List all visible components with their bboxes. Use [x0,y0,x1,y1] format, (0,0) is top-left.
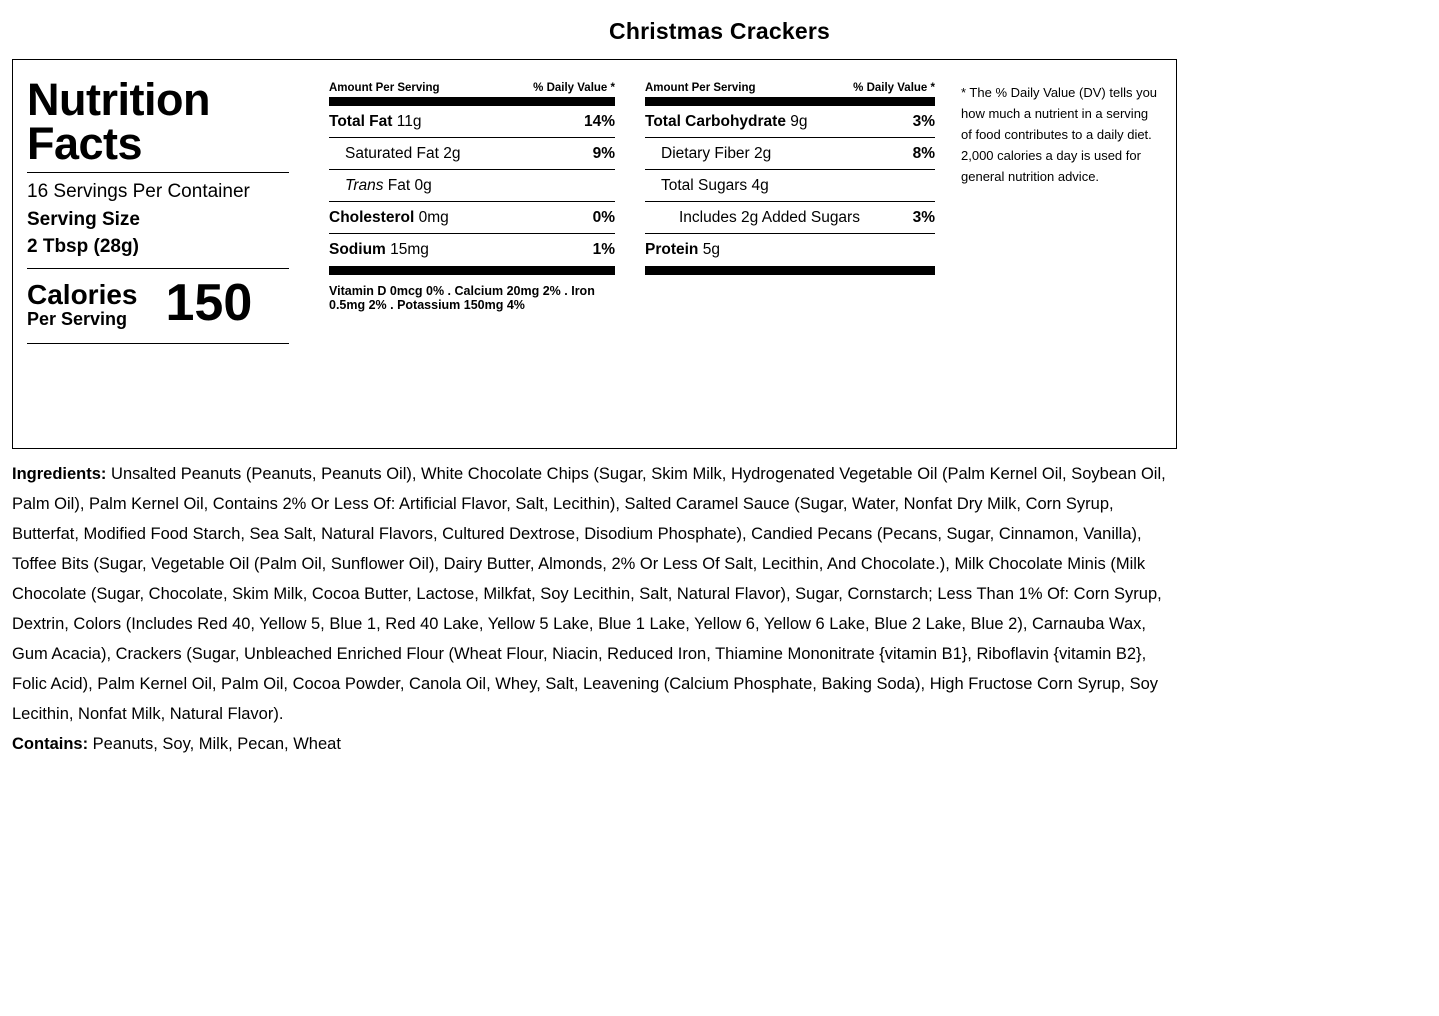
nutrient-column-2-bottom-bar [645,266,935,275]
nutrient-column-2-top-bar [645,97,935,106]
nutrient-name-total-fat: Total Fat 11g [329,113,422,130]
ingredients-text: Unsalted Peanuts (Peanuts, Peanuts Oil), White Chocolate Chips (Sugar, Skim Milk, Hydrogenated Vegetable Oil (Palm Kernel Oil, Soybean Oil, Palm Oil), Palm Kernel Oil, Contains 2% Or Less Of: Artificial Flavor, Salt, Lecithin), Salted Caramel Sauce (Sugar, Water, Nonfat Dry Milk, Corn Syrup, Butterfat, Modified Food Starch, Sea Salt, Natural Flavors, Cultured Dextrose, Disodium Phosphate), Candied Pecans (Pecans, Sugar, Cinnamon, Vanilla), Toffee Bits (Sugar, Vegetable Oil (Palm Oil, Sunflower Oil), Dairy Butter, Almonds, 2% Or Less Of Salt, Lecithin, And Chocolate.), Milk Chocolate Minis (Milk Chocolate (Sugar, Chocolate, Skim Milk, Cocoa Butter, Lactose, Milkfat, Soy Lecithin, Salt, Natural Flavor), Sugar, Cornstarch; Less Than 1% Of: Corn Syrup, Dextrin, Colors (Includes Red 40, Yellow 5, Blue 1, Red 40 Lake, Yellow 5 Lake, Blue 1 Lake, Yellow 6, Yellow 6 Lake, Blue 2 Lake, Blue 2), Carnauba Wax, Gum Acacia), Crackers (Sugar, Unbleached Enriched Flour (Wheat Flour, Niacin, Reduced Iron, Thiamine Mononitrate {vitamin B1}, Riboflavin {vitamin B2}, Folic Acid), Palm Kernel Oil, Palm Oil, Cocoa Powder, Canola Oil, Whey, Salt, Leavening (Calcium Phosphate, Baking Soda), High Fructose Corn Syrup, Soy Lecithin, Nonfat Milk, Natural Flavor). [12,465,1166,724]
nutrient-dv-total-fat: 14% [583,113,615,130]
nutrient-name-trans-fat: Trans Fat 0g [345,177,432,194]
nutrient-name-total-carbohydrate: Total Carbohydrate 9g [645,113,808,130]
nutrient-row-cholesterol [329,202,615,234]
calories-label-main: Calories [27,279,138,311]
nutrient-row-saturated-fat [329,138,615,170]
contains-label: Contains: [12,735,89,754]
nutrient-dv-cholesterol: 0% [592,209,615,226]
nutrition-facts-heading-line1: Nutrition [27,74,210,125]
nutrient-row-total-fat [329,106,615,138]
daily-value-label-2: % Daily Value * [853,82,935,94]
nutrient-name-protein: Protein 5g [645,241,720,258]
nutrient-column-1 [303,60,623,448]
nutrient-name-dietary-fiber: Dietary Fiber 2g [661,145,772,162]
calories-row [27,274,289,333]
contains-text: Peanuts, Soy, Milk, Pecan, Wheat [88,735,341,754]
serving-size-label: Serving Size [27,208,140,230]
nutrient-row-protein [645,234,935,265]
nutrition-facts-heading [27,74,289,170]
nutrient-column-1-header [329,82,615,97]
divider-under-calories [27,343,289,344]
nutrient-dv-saturated-fat: 9% [592,145,615,162]
ingredients-section [12,459,1177,729]
nutrition-facts-summary-column [13,60,303,448]
amount-per-serving-label-1: Amount Per Serving [329,82,440,94]
page-title: Christmas Crackers [609,18,830,44]
nutrient-dv-added-sugars: 3% [912,209,935,226]
nutrition-facts-heading-line2: Facts [27,118,143,170]
nutrient-name-added-sugars: Includes 2g Added Sugars [679,209,860,226]
nutrient-name-total-sugars: Total Sugars 4g [661,177,769,194]
nutrition-facts-panel [12,59,1177,449]
nutrient-dv-total-carbohydrate: 3% [912,113,935,130]
calories-label [27,280,138,328]
calories-value: 150 [165,274,253,333]
nutrient-name-sodium: Sodium 15mg [329,241,429,258]
nutrient-row-trans-fat [329,170,615,202]
nutrient-column-1-top-bar [329,97,615,106]
divider-under-heading [27,172,289,173]
calories-label-sub: Per Serving [27,308,128,329]
nutrient-column-1-bottom-bar [329,266,615,275]
nutrient-row-total-sugars [645,170,935,202]
nutrient-name-saturated-fat: Saturated Fat 2g [345,145,461,162]
divider-above-calories [27,268,289,269]
daily-value-footnote: * The % Daily Value (DV) tells you how much a nutrient in a serving of food contributes to a daily diet. 2,000 calories a day is used for general nutrition advice. [961,85,1158,185]
nutrient-column-2 [623,60,943,448]
nutrient-row-dietary-fiber [645,138,935,170]
ingredients-label: Ingredients: [12,465,107,483]
daily-value-label-1: % Daily Value * [533,82,615,94]
nutrient-row-sodium [329,234,615,265]
nutrient-dv-sodium: 1% [592,241,615,258]
nutrient-column-2-header [645,82,935,97]
nutrient-dv-dietary-fiber: 8% [912,145,935,162]
nutrient-row-added-sugars [645,202,935,234]
servings-per-container: 16 Servings Per Container [27,181,250,203]
nutrient-name-cholesterol: Cholesterol 0mg [329,209,449,226]
micronutrients-line: Vitamin D 0mcg 0% . Calcium 20mg 2% . Iron 0.5mg 2% . Potassium 150mg 4% [329,284,595,312]
contains-section [12,729,1177,759]
nutrient-row-total-carbohydrate [645,106,935,138]
serving-size-value: 2 Tbsp (28g) [27,236,139,258]
amount-per-serving-label-2: Amount Per Serving [645,82,756,94]
